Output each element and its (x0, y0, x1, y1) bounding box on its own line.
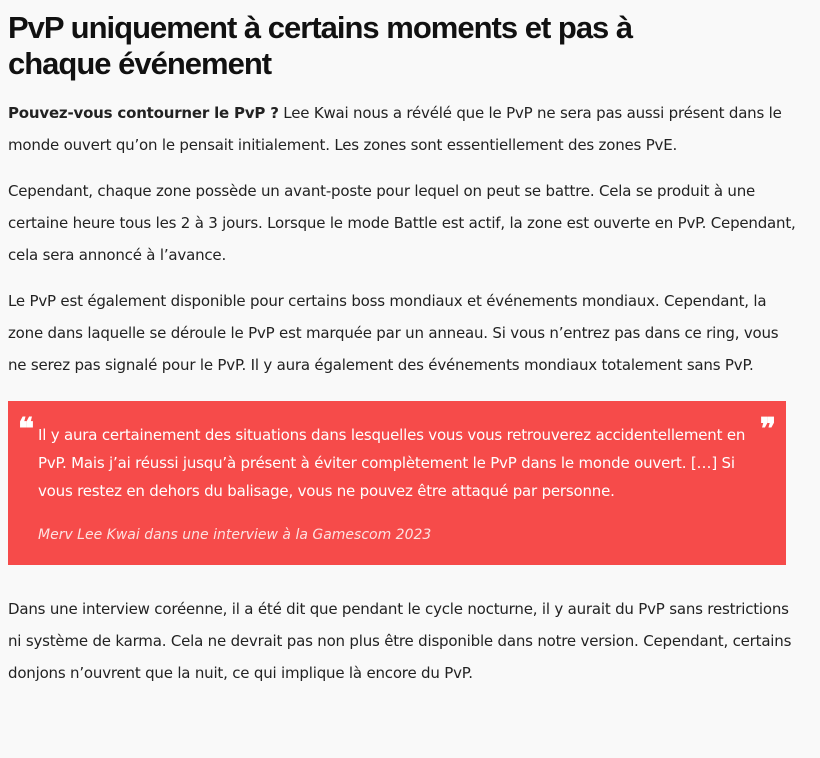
paragraph-intro-text: Lee Kwai nous a révélé que le PvP ne sera pas aussi présent dans le monde ouvert qu’on le pensait initialement. Les zones sont essentiellement des zones PvE. (8, 104, 782, 154)
paragraph-world-events: Le PvP est également disponible pour certains boss mondiaux et événements mondiaux. Cependant, la zone dans laquelle se déroule le PvP est marquée par un anneau. Si vous n’entrez pas dans ce ring, vous ne serez pas signalé pour le PvP. Il y aura également des événements mondiaux totalement sans PvP. (8, 292, 779, 374)
paragraph-night-cycle: Dans une interview coréenne, il a été dit que pendant le cycle nocturne, il y aurait du PvP sans restrictions ni système de karma. Cela ne devrait pas non plus être disponible dans notre version. Cependant, certains donjons n’ouvrent que la nuit, ce qui implique là encore du PvP. (8, 600, 792, 682)
quote-text: Il y aura certainement des situations dans lesquelles vous vous retrouverez accidentellement en PvP. Mais j’ai réussi jusqu’à présent à éviter complètement le PvP dans le monde ouvert. […] Si vous restez en dehors du balisage, vous ne pouvez être attaqué par personne. (38, 426, 746, 500)
open-quote-icon: ❝ (18, 412, 35, 447)
paragraph-intro (8, 97, 798, 161)
paragraph-lead: Pouvez-vous contourner le PvP ? (8, 104, 279, 122)
quote-citation: Merv Lee Kwai dans une interview à la Gamescom 2023 (38, 527, 432, 543)
blockquote (8, 401, 786, 565)
section-heading: PvP uniquement à certains moments et pas à chaque événement (8, 10, 633, 81)
close-quote-icon: ❞ (759, 412, 776, 447)
paragraph-outpost: Cependant, chaque zone possède un avant-poste pour lequel on peut se battre. Cela se produit à une certaine heure tous les 2 à 3 jours. Lorsque le mode Battle est actif, la zone est ouverte en PvP. Cependant, cela sera annoncé à l’avance. (8, 182, 796, 264)
